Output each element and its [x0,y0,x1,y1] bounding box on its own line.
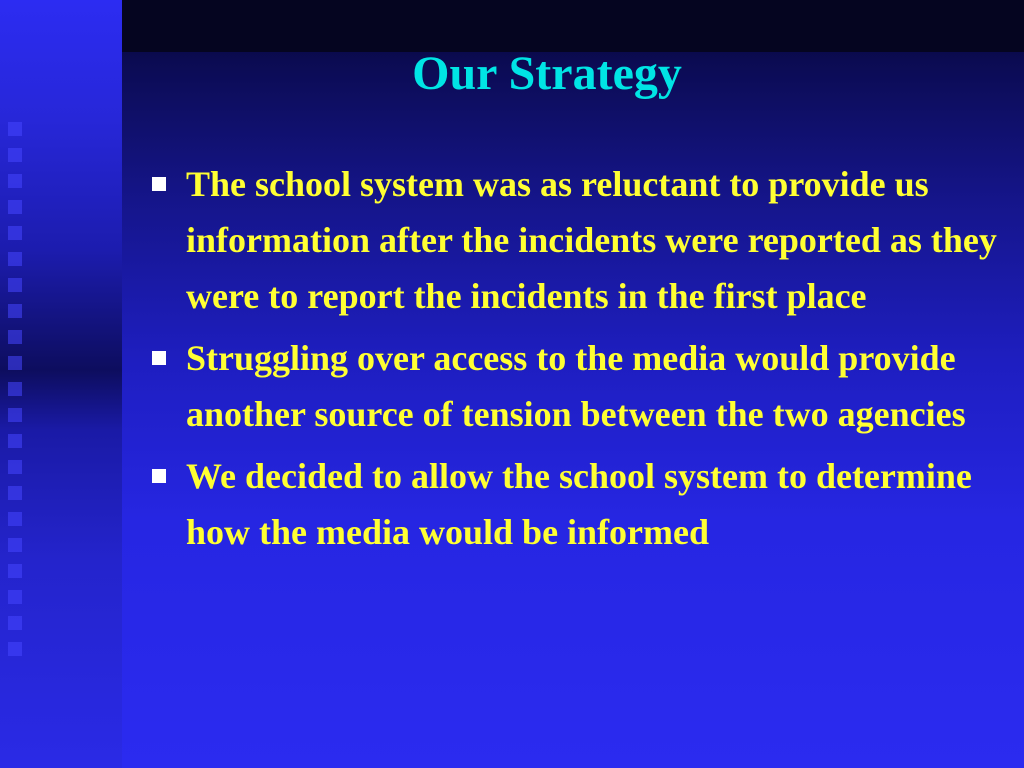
sidebar-square [8,616,22,630]
square-bullet-icon [152,177,166,191]
bullet-list [148,156,1008,566]
bullet-item [148,330,1008,442]
sidebar-square [8,200,22,214]
sidebar-square [8,590,22,604]
sidebar-square [8,382,22,396]
bullet-text: The school system was as reluctant to provide us information after the incidents were reported as they were to report the incidents in the first place [186,164,997,316]
square-bullet-icon [152,469,166,483]
sidebar-square [8,512,22,526]
bullet-item [148,448,1008,560]
square-bullet-icon [152,351,166,365]
bullet-item [148,156,1008,324]
sidebar-squares [8,122,28,662]
sidebar-decoration [0,0,122,768]
sidebar-square [8,304,22,318]
sidebar-square [8,148,22,162]
sidebar-square [8,408,22,422]
sidebar-square [8,460,22,474]
sidebar-square [8,434,22,448]
bullet-text: Struggling over access to the media would provide another source of tension between the two agencies [186,338,966,434]
bullet-text: We decided to allow the school system to determine how the media would be informed [186,456,972,552]
slide-title: Our Strategy [412,47,682,100]
sidebar-square [8,174,22,188]
sidebar-square [8,642,22,656]
sidebar-square [8,330,22,344]
sidebar-square [8,278,22,292]
sidebar-square [8,226,22,240]
sidebar-square [8,486,22,500]
sidebar-square [8,564,22,578]
sidebar-square [8,356,22,370]
sidebar-square [8,538,22,552]
sidebar-square [8,252,22,266]
sidebar-square [8,122,22,136]
